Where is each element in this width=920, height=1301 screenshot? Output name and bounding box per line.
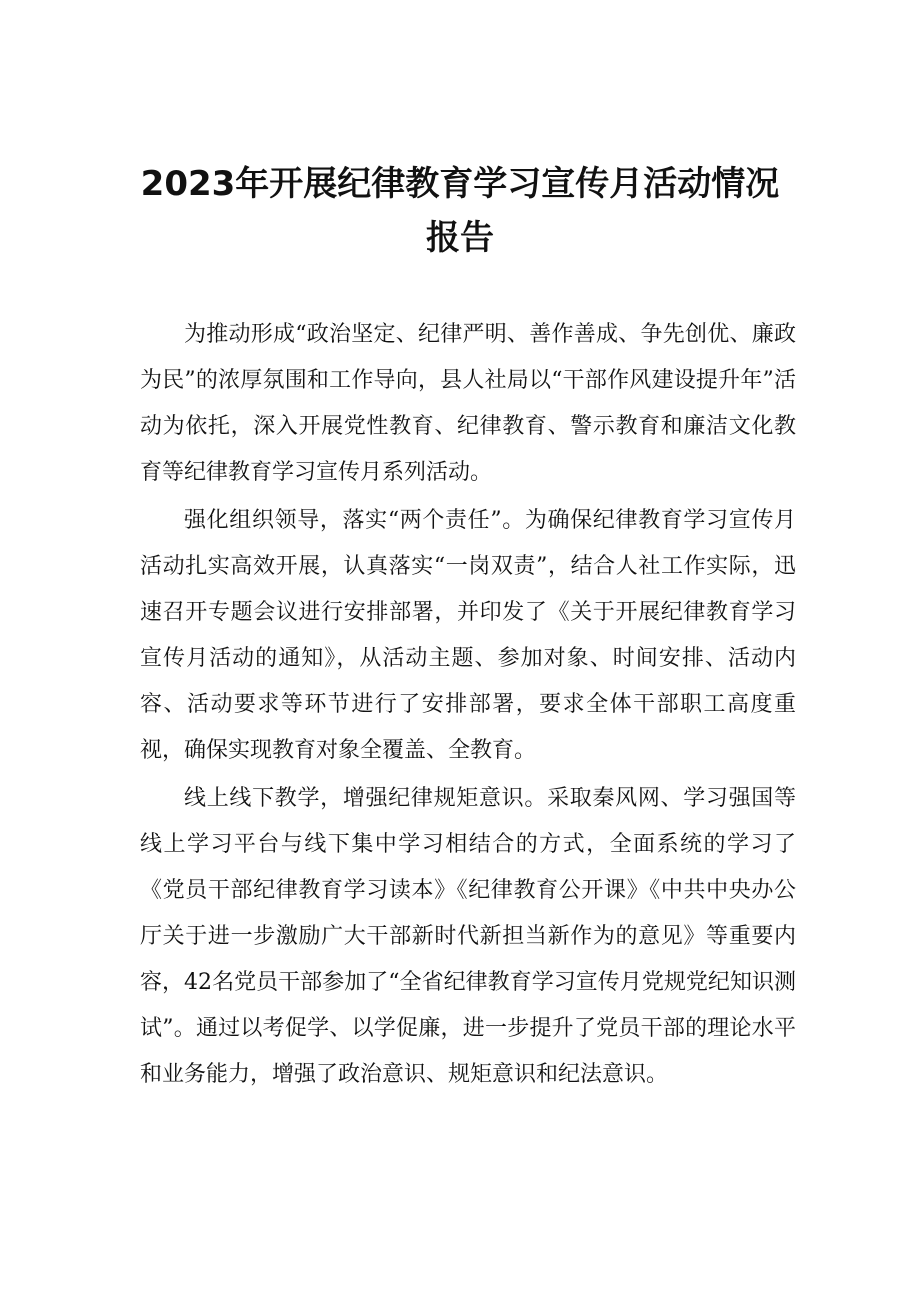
document-title-line-1: 2023年开展纪律教育学习宣传月活动情况 xyxy=(140,164,780,204)
document-title-line-2: 报告 xyxy=(426,218,494,258)
paragraph-intro: 为推动形成“政治坚定、纪律严明、善作善成、争先创优、廉政为民”的浓厚氛围和工作导向，县人社局以“干部作风建设提升年”活动为依托，深入开展党性教育、纪律教育、警示教育和廉洁文化教育等纪律教育学习宣传月系列活动。 xyxy=(140,322,796,485)
paragraph-organization: 强化组织领导，落实“两个责任”。为确保纪律教育学习宣传月活动扎实高效开展，认真落实“一岗双责”，结合人社工作实际，迅速召开专题会议进行安排部署，并印发了《关于开展纪律教育学习宣传月活动的通知》，从活动主题、参加对象、时间安排、活动内容、活动要求等环节进行了安排部署，要求全体干部职工高度重视，确保实现教育对象全覆盖、全教育。 xyxy=(140,508,796,763)
paragraph-teaching: 线上线下教学，增强纪律规矩意识。采取秦风网、学习强国等线上学习平台与线下集中学习相结合的方式，全面系统的学习了《党员干部纪律教育学习读本》《纪律教育公开课》《中共中央办公厅关于进一步激励广大干部新时代新担当新作为的意见》等重要内容，42名党员干部参加了“全省纪律教育学习宣传月党规党纪知识测试”。通过以考促学、以学促廉，进一步提升了党员干部的理论水平和业务能力，增强了政治意识、规矩意识和纪法意识。 xyxy=(140,786,796,1087)
